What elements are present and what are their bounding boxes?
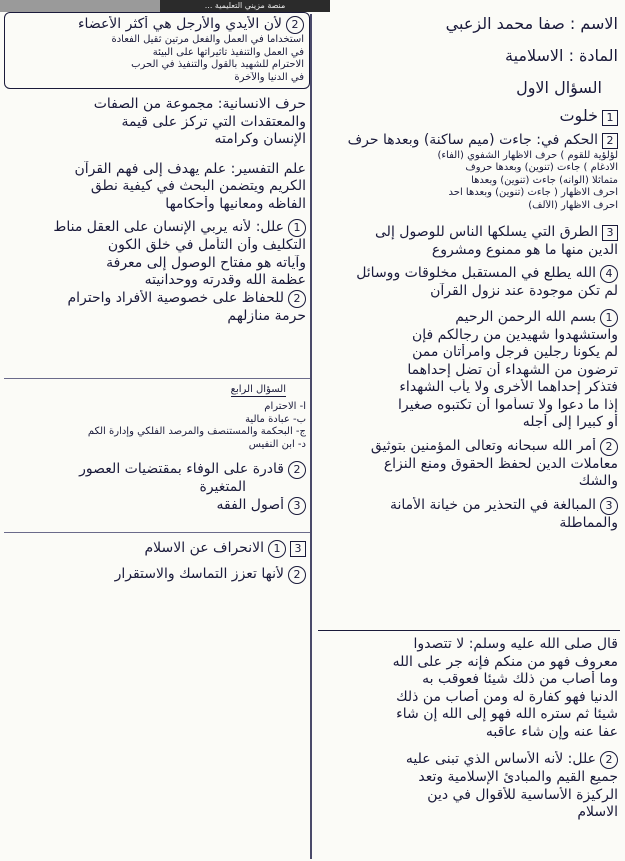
subject-line: المادة : الاسلامية <box>504 46 618 65</box>
platform-banner: منصة مزيني التعليمية ... <box>160 0 330 12</box>
q4-item-a: أ- الاحترام <box>264 401 306 412</box>
answer-6-line-3: والشك <box>578 473 618 489</box>
right-column-bottom <box>318 636 618 822</box>
q4-item-c: ج- البحكمة والمستنصف والمرصد الفلكي وإدارة الكم <box>87 426 306 437</box>
hadith-line-5: شيئا ثم ستره الله فهو إلى الله إن شاء <box>396 706 618 722</box>
q4-part2-line-3: 3أصول الفقه <box>8 497 306 515</box>
number-circle: 3 <box>288 497 306 515</box>
hadith-line-6: عفا عنه وإن شاء عاقبه <box>485 723 618 740</box>
reason-line-6: حرمة منازلهم <box>227 307 306 324</box>
answer-5-line-1: 1بسم الله الرحمن الرحيم <box>318 309 618 327</box>
question-one-title: السؤال الاول <box>516 78 602 97</box>
header-strip <box>0 0 160 12</box>
answer-2-line-1: 2الحكم في: جاءت (ميم ساكنة) وبعدها حرف <box>318 132 618 150</box>
answer-2-line-5: احرف الاظهار ( جاءت (تنوين) وبعدها احد <box>448 187 618 198</box>
number-circle: 1 <box>288 219 306 237</box>
number-circle: 2 <box>600 438 618 456</box>
hadith-line-3: وما أصاب من ذلك شيئا فعوقب به <box>422 671 618 687</box>
number-box: 2 <box>602 133 618 149</box>
left-column-top-box <box>8 16 304 84</box>
answer-1: 1خلوت <box>318 106 618 126</box>
number-circle: 3 <box>600 497 618 515</box>
number-circle: 2 <box>600 751 618 769</box>
hadith-line-2: معروف فهو من منكم فإنه جر على الله <box>392 653 618 670</box>
left-box-line-1: 2لأن الأيدي والأرجل هي أكثر الأعضاء <box>8 16 304 34</box>
answer-4-line-2: لم تكن موجودة عند نزول القرآن <box>430 283 618 299</box>
answer-2-line-3: الادغام ) جاءت (تنوين) وبعدها حروف <box>465 162 618 173</box>
number-circle: 4 <box>600 265 618 283</box>
left-column <box>8 96 306 325</box>
answer-3-line-2: الدين منها ما هو ممنوع ومشروع <box>431 241 618 258</box>
answer-6-line-2: معاملات الدين لحفظ الحقوق ومنع النزاع <box>383 455 618 472</box>
q4-part2-line-2: المتغيرة <box>199 479 246 495</box>
number-circle: 2 <box>286 16 304 34</box>
column-divider <box>310 14 312 859</box>
answer-cohesion: 2لأنها تعزز التماسك والاستقرار <box>8 566 306 584</box>
answer-5-line-4: ترضون من الشهداء أن تضل إحداهما <box>407 361 618 378</box>
answer-9-line-1: 2علل: لأنه الأساس الذي تبنى عليه <box>318 751 618 769</box>
reason-line-1: 1علل: لأنه يربي الإنسان على العقل مناط <box>8 219 306 237</box>
number-box: 3 <box>290 541 306 557</box>
answer-5-line-3: لم يكونا رجلين فرجل وامرأتان ممن <box>412 344 618 360</box>
answer-5-line-2: واستشهدوا شهيدين من رجالكم فإن <box>411 326 618 343</box>
section-divider <box>4 378 310 379</box>
q4-item-b: ب- عبادة مالية <box>245 413 306 425</box>
student-name: الاسم : صفا محمد الزعبي <box>445 14 618 33</box>
answer-7-line-1: 3المبالغة في التحذير من خيانة الأمانة <box>318 497 618 515</box>
left-box-line-5: في الدنيا والآخرة <box>234 71 304 83</box>
tafsir-line-1: علم التفسير: علم يهدف إلى فهم القرآن <box>74 160 306 177</box>
number-circle: 1 <box>268 540 286 558</box>
answer-9-line-3: الركيزة الأساسية للأقوال في دين <box>427 786 618 803</box>
answer-6-line-1: 2أمر الله سبحانه وتعالى المؤمنين بتوثيق <box>318 438 618 456</box>
left-column-bottom <box>8 540 306 584</box>
number-circle: 1 <box>600 309 618 327</box>
answer-deviation: 31الانحراف عن الاسلام <box>8 540 306 558</box>
tafsir-line-2: الكريم ويتضمن البحث في كيفية نطق <box>90 178 306 194</box>
left-box-line-2: استخداما في العمل والفعل مرتين ثقيل الفعادة <box>111 34 304 45</box>
number-box: 3 <box>602 225 618 241</box>
answer-9-line-2: جميع القيم والمبادئ الإسلامية وتعد <box>418 769 618 785</box>
left-box-line-4: الاحترام للشهيد بالقول والتنفيذ في الحرب <box>131 59 304 70</box>
answer-3-line-1: 3الطرق التي يسلكها الناس للوصول إلى <box>318 224 618 242</box>
answer-2-line-2: لؤلؤية للقوم ) حرف الاظهار الشفوي (الفاء) <box>437 149 618 161</box>
answer-9-line-4: الاسلام <box>577 804 618 820</box>
hadith-line-1: قال صلى الله عليه وسلم: لا تتصدوا <box>413 636 618 652</box>
number-circle: 2 <box>288 566 306 584</box>
left-column-lower <box>8 382 306 515</box>
humanism-line-3: الإنسان وكرامته <box>214 131 306 147</box>
humanism-line-1: حرف الانسانية: مجموعة من الصفات <box>93 96 306 112</box>
number-circle: 2 <box>288 290 306 308</box>
reason-line-4: عظمة الله وقدرته ووحدانيته <box>144 272 306 288</box>
answer-2-line-4: متماثلا (ألوانه) جاءت (تنوين) وبعدها <box>471 174 618 186</box>
left-box-line-3: في العمل والتنفيذ تأثيراتها على البيئة <box>152 46 304 58</box>
tafsir-line-3: الفاظه ومعانيها وأحكامها <box>165 195 306 212</box>
q4-item-d: د- ابن النفيس <box>248 438 306 450</box>
number-box: 1 <box>602 110 618 126</box>
section-divider <box>4 532 310 533</box>
question-four-title: السؤال الرابع <box>231 384 286 398</box>
answer-5-line-7: أو كبيرا إلى أجله <box>522 414 618 430</box>
reason-line-3: وآياته هو مفتاح الوصول إلى معرفة <box>106 254 306 271</box>
answer-2-line-6: احرف الاظهار (الألف) <box>528 199 618 211</box>
reason-line-5: 2للحفاظ على خصوصية الأفراد واحترام <box>8 290 306 308</box>
humanism-line-2: والمعتقدات التي تركز على قيمة <box>121 113 306 130</box>
hadith-line-4: الدنيا فهو كفارة له ومن أصاب من ذلك <box>396 688 618 705</box>
answer-5-line-5: فتذكر إحداهما الأخرى ولا يأب الشهداء <box>399 379 618 395</box>
answer-5-line-6: إذا ما دعوا ولا تسأموا أن تكتبوه صغيرا <box>398 396 618 413</box>
q4-part2-line-1: 2قادرة على الوفاء بمقتضيات العصور <box>8 461 306 479</box>
reason-line-2: التكليف وأن التأمل في خلق الكون <box>107 237 306 253</box>
answer-7-line-2: والمماطلة <box>559 514 618 531</box>
answer-4-line-1: 4الله يطلع في المستقبل مخلوقات ووسائل <box>318 265 618 283</box>
number-circle: 2 <box>288 461 306 479</box>
right-column <box>318 10 618 532</box>
